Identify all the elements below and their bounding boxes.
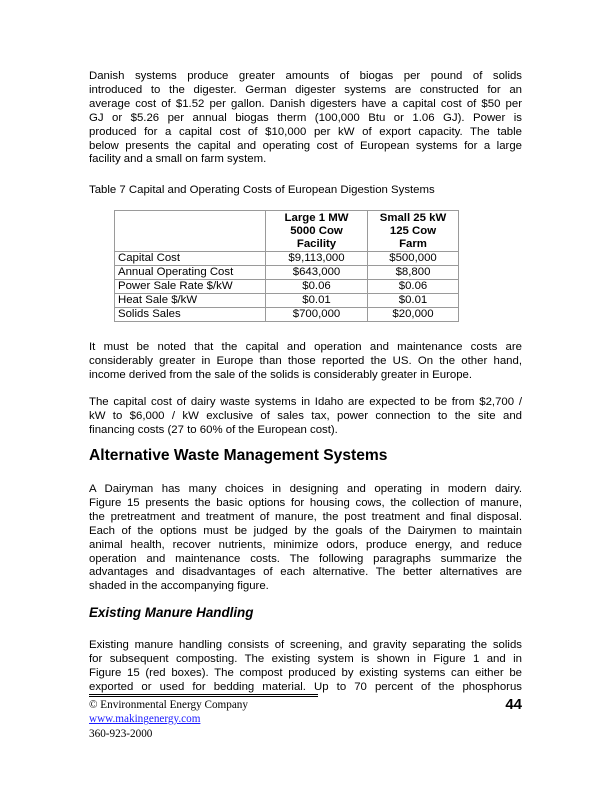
text-line: financing costs (27 to 60% of the European cost). [89,423,338,436]
text-line: shaded in the accompanying figure. [89,580,269,593]
text-line: Danish systems produce greater amounts of biogas per pound of solids [89,70,522,82]
header-line: Facility [296,238,337,250]
text-line: Figure 15 (red boxes). The compost produced by existing systems can either be [89,666,522,679]
text-line: for subsequent composting. The existing system is shown in Figure 1 and in [89,652,522,665]
table-row [115,294,459,308]
footer-phone: 360-923-2000 [89,727,153,740]
table-header-row [115,211,459,252]
row-label: Capital Cost [115,252,266,266]
cost-table [114,210,459,322]
text-line: introduced to the digester. German digester systems are constructed for an [89,83,522,96]
text-line: Figure 15 presents the basic options for housing cows, the collection of manure, [89,496,522,509]
idaho-paragraph [89,396,522,438]
footer-company: © Environmental Energy Company [89,699,248,711]
text-line: below presents the capital and operating cost of European systems for a large [89,139,522,152]
table-header-large [266,211,368,252]
cell-small: $20,000 [368,308,459,322]
note-paragraph [89,341,522,383]
table-header-small [368,211,459,252]
text-line: advantages and disadvantages of each alternative. The better alternatives are [89,566,522,579]
text-line: operation and maintenance costs. The following paragraphs summarize the [89,552,522,565]
cell-small: $0.06 [368,280,459,294]
row-label: Heat Sale $/kW [115,294,266,308]
header-line: Large 1 MW [284,212,349,224]
text-line: facility and a small on farm system. [89,153,267,166]
text-line: Each of the options must be judged by the goals of the Dairymen to maintain [89,524,522,537]
row-label: Solids Sales [115,308,266,322]
text-line: Existing manure handling consists of screening, and gravity separating the solids [89,639,522,651]
table-row [115,308,459,322]
cell-large: $643,000 [266,266,368,280]
cell-large: $0.01 [266,294,368,308]
cell-large: $9,113,000 [266,252,368,266]
text-line: animal health, recover nutrients, minimize odors, produce energy, and reduce [89,538,522,551]
cell-large: $700,000 [266,308,368,322]
page-number: 44 [505,696,522,713]
existing-paragraph [89,639,522,695]
text-line: exported or used for bedding material. Up to 70 percent of the phosphorus [89,680,522,693]
alternatives-paragraph [89,483,522,594]
row-label: Power Sale Rate $/kW [115,280,266,294]
footer-divider [89,694,318,697]
text-line: kW to $6,000 / kW exclusive of sales tax, power connection to the site and [89,409,522,422]
section-heading: Alternative Waste Management Systems [89,447,388,464]
table-row [115,280,459,294]
header-line: 125 Cow [389,225,437,237]
header-line: Small 25 kW [379,212,447,224]
text-line: The capital cost of dairy waste systems in Idaho are expected to be from $2,700 / [89,396,522,408]
text-line: It must be noted that the capital and operation and maintenance costs are [89,341,522,353]
text-line: A Dairyman has many choices in designing and operating in modern dairy. [89,483,522,495]
header-line: 5000 Cow [290,225,343,237]
text-line: income derived from the sale of the solids is considerably greater in Europe. [89,368,473,381]
row-label: Annual Operating Cost [115,266,266,280]
table-row [115,266,459,280]
text-line: considerably greater in Europe than those reported the US. On the other hand, [89,354,522,367]
footer [89,698,248,741]
table-row [115,252,459,266]
cell-small: $0.01 [368,294,459,308]
subsection-heading: Existing Manure Handling [89,605,254,620]
cell-small: $8,800 [368,266,459,280]
table-caption: Table 7 Capital and Operating Costs of European Digestion Systems [89,184,435,196]
header-line: Farm [399,238,427,250]
intro-paragraph [89,70,522,167]
text-line: produced for a capital cost of $10,000 per kW of export capacity. The table [89,125,522,138]
cell-small: $500,000 [368,252,459,266]
text-line: average cost of $1.52 per gallon. Danish digesters have a capital cost of $50 per [89,97,522,110]
cell-large: $0.06 [266,280,368,294]
text-line: GJ or $5.26 per annual biogas therm (100,000 Btu or 1.06 GJ). Power is [89,111,522,124]
text-line: the pretreatment and treatment of manure, the post treatment and final disposal. [89,510,522,523]
table-header-empty [115,211,266,252]
footer-website-link[interactable]: www.makingenergy.com [89,713,201,726]
